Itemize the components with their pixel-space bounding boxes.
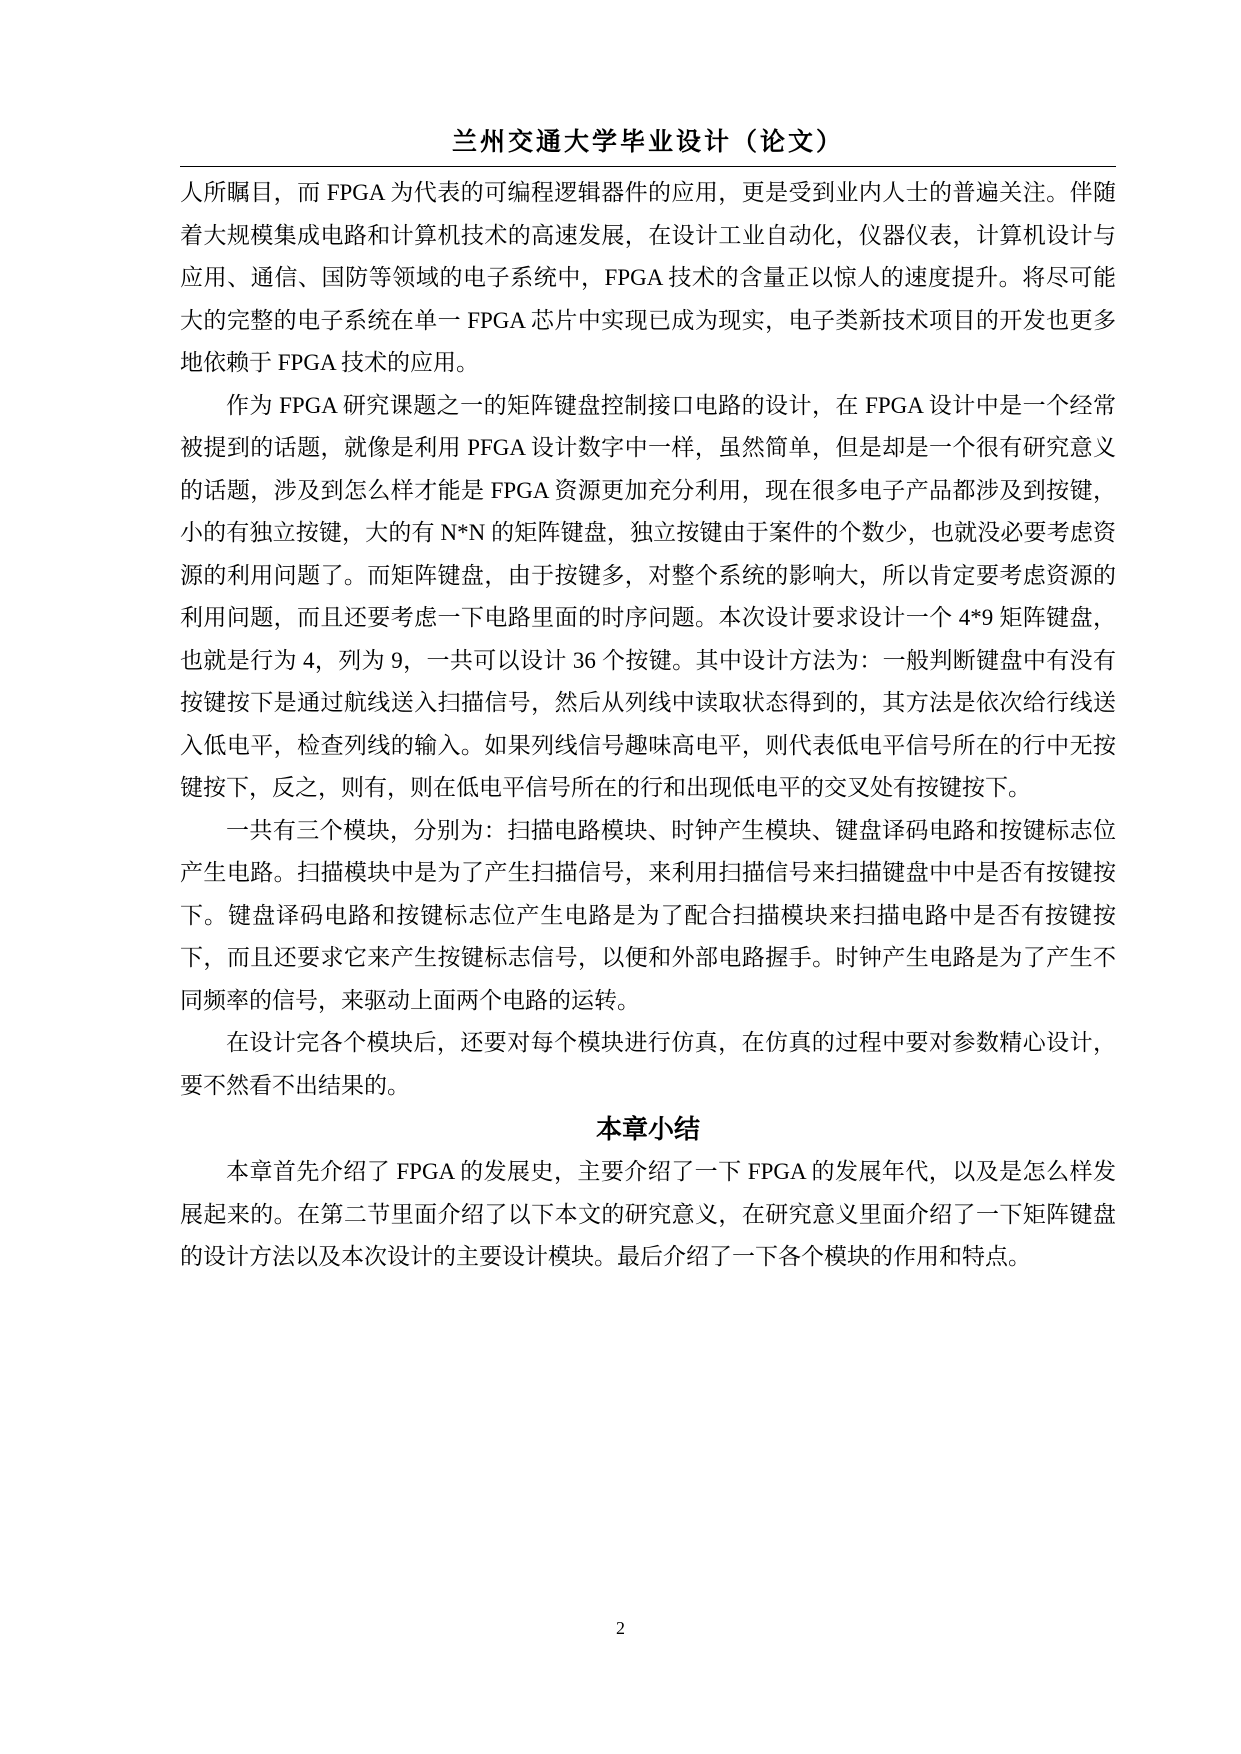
paragraph-summary: 本章首先介绍了 FPGA 的发展史，主要介绍了一下 FPGA 的发展年代，以及是怎么样发展起来的。在第二节里面介绍了以下本文的研究意义，在研究意义里面介绍了一下矩阵键盘的设计方法以及本次设计的主要设计模块。最后介绍了一下各个模块的作用和特点。 [180,1159,1116,1269]
paragraph-modules: 一共有三个模块，分别为：扫描电路模块、时钟产生模块、键盘译码电路和按键标志位产生电路。扫描模块中是为了产生扫描信号，来利用扫描信号来扫描键盘中中是否有按键按下。键盘译码电路和按键标志位产生电路是为了配合扫描模块来扫描电路中是否有按键按下，而且还要求它来产生按键标志信号，以便和外部电路握手。时钟产生电路是为了产生不同频率的信号，来驱动上面两个电路的运转。 [180,817,1116,1013]
body-text [180,172,1116,1279]
section-title-summary: 本章小结 [595,1115,700,1145]
header-divider [180,166,1116,167]
paragraph-continued: 人所瞩目，而 FPGA 为代表的可编程逻辑器件的应用，更是受到业内人士的普遍关注。伴随着大规模集成电路和计算机技术的高速发展，在设计工业自动化，仪器仪表，计算机设计与应用、通信、国防等领域的电子系统中，FPGA 技术的含量正以惊人的速度提升。将尽可能大的完整的电子系统在单一 FPGA 芯片中实现已成为现实，电子类新技术项目的开发也更多地依赖于 FPGA 技术的应用。 [180,180,1116,375]
running-header-title: 兰州交通大学毕业设计（论文） [451,127,844,156]
paragraph-matrix-keyboard: 作为 FPGA 研究课题之一的矩阵键盘控制接口电路的设计，在 FPGA 设计中是一个经常被提到的话题，就像是利用 PFGA 设计数字中一样，虽然简单，但是却是一个很有研究意义的话题，涉及到怎么样才能是 FPGA 资源更加充分利用，现在很多电子产品都涉及到按键，小的有独立按键，大的有 N*N 的矩阵键盘，独立按键由于案件的个数少，也就没必要考虑资源的利用问题了。而矩阵键盘，由于按键多，对整个系统的影响大，所以肯定要考虑资源的利用问题，而且还要考虑一下电路里面的时序问题。本次设计要求设计一个 4*9 矩阵键盘，也就是行为 4，列为 9，一共可以设计 36 个按键。其中设计方法为：一般判断键盘中有没有按键按下是通过航线送入扫描信号，然后从列线中读取状态得到的，其方法是依次给行线送入低电平，检查列线的输入。如果列线信号趣味高电平，则代表低电平信号所在的行中无按键按下，反之，则有，则在低电平信号所在的行和出现低电平的交叉处有按键按下。 [180,392,1116,800]
paragraph-simulation: 在设计完各个模块后，还要对每个模块进行仿真，在仿真的过程中要对参数精心设计，要不然看不出结果的。 [180,1030,1116,1098]
page-number: 2 [616,1618,625,1638]
